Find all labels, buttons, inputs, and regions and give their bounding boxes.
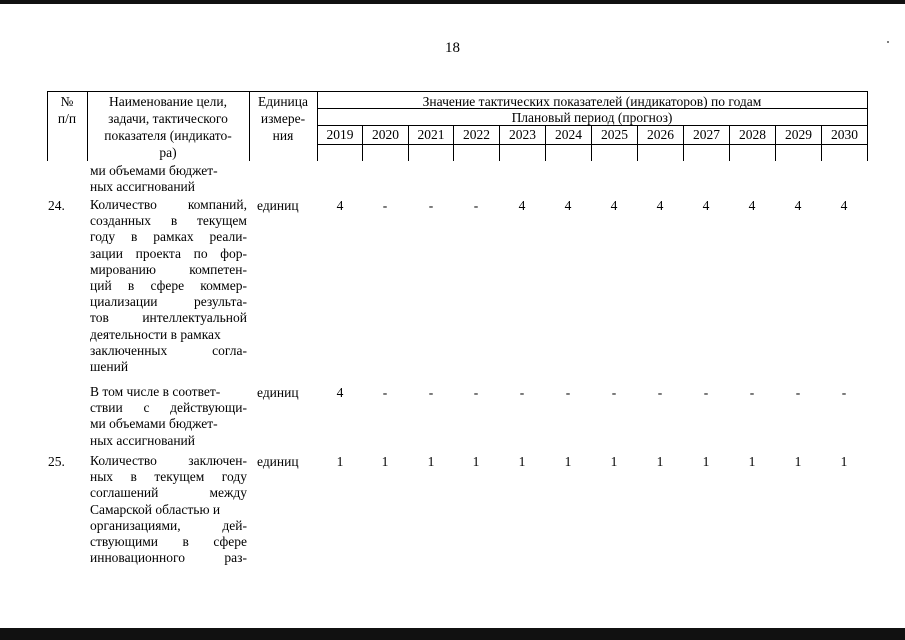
word: дей-: [222, 517, 247, 533]
indicator-name-line: [90, 469, 247, 485]
value-cell: -: [519, 385, 525, 400]
word: раз-: [224, 550, 247, 566]
continuation-text: [90, 163, 247, 195]
word: ных: [90, 469, 114, 485]
word: в: [127, 278, 135, 294]
indicator-name-line: ми объемами бюджет-: [90, 416, 218, 432]
value-cell: -: [473, 385, 479, 400]
word: соглашений: [90, 485, 159, 501]
value-cell: 1: [794, 454, 802, 469]
year-header: 2021: [417, 127, 445, 142]
word: созданных: [90, 213, 151, 229]
word: по: [193, 245, 208, 261]
indicator-name-line: [90, 534, 247, 550]
word: году: [90, 229, 116, 245]
word: сфере: [213, 534, 247, 550]
value-cell: 4: [702, 198, 710, 213]
value-cell: 1: [336, 454, 344, 469]
year-header: 2022: [463, 127, 490, 142]
word: результа-: [193, 294, 247, 310]
indicator-name-line: [90, 518, 247, 534]
year-header: 2024: [555, 127, 582, 142]
value-cell: 1: [702, 454, 710, 469]
value-cell: -: [428, 198, 434, 213]
indicator-name-line: [90, 294, 247, 310]
number-header-label: п/п: [57, 111, 77, 126]
value-cell: 4: [748, 198, 756, 213]
word: Количество: [90, 197, 157, 212]
value-cell: 1: [427, 454, 435, 469]
value-cell: 1: [656, 454, 664, 469]
indicator-name-line: [90, 453, 247, 469]
word: в: [182, 534, 189, 550]
value-cell: -: [611, 385, 617, 400]
value-cell: 4: [794, 198, 802, 213]
unit-cell: единиц: [257, 454, 299, 469]
word: коммер-: [200, 278, 247, 294]
word: интеллектуальной: [142, 310, 247, 326]
value-cell: -: [703, 385, 709, 400]
value-cell: -: [382, 198, 388, 213]
indicator-name: [90, 384, 247, 449]
unit-header-line: измере-: [260, 111, 306, 126]
name-header-line: показателя (индикато-: [104, 128, 232, 143]
plan-period-header: Плановый период (прогноз): [511, 110, 673, 125]
indicator-name-line: [90, 213, 247, 229]
unit-header-line: Единица: [257, 94, 308, 109]
value-cell: 4: [336, 198, 344, 213]
indicator-name-line: [90, 246, 247, 262]
indicator-name-line: [90, 197, 247, 213]
word: ствующими: [90, 534, 159, 550]
value-cell: -: [749, 385, 755, 400]
word: Количество: [90, 453, 157, 468]
indicator-name-line: [90, 343, 247, 359]
row-number: 25.: [48, 454, 65, 469]
word: фор-: [220, 245, 247, 261]
number-header-label: №: [60, 94, 74, 109]
indicator-name-line: [90, 278, 247, 294]
indicator-name-line: Самарской областью и: [90, 501, 221, 517]
indicator-name-line: шений: [90, 359, 129, 375]
value-cell: -: [841, 385, 847, 400]
header-col-line: [867, 91, 868, 161]
value-cell: -: [382, 385, 388, 400]
indicator-name-line: [90, 310, 247, 326]
year-header: 2025: [601, 127, 628, 142]
year-header: 2028: [739, 127, 766, 142]
word: с: [143, 400, 150, 416]
word: в: [131, 229, 138, 245]
year-header: 2026: [647, 127, 674, 142]
word: ствии: [90, 400, 123, 416]
year-header: 2019: [326, 127, 354, 142]
word: циализации: [90, 294, 158, 310]
value-cell: 1: [381, 454, 389, 469]
value-cell: 4: [518, 198, 526, 213]
continuation-line: ных ассигнований: [90, 179, 195, 195]
unit-cell: единиц: [257, 198, 299, 213]
word: между: [209, 485, 247, 501]
value-cell: 1: [564, 454, 572, 469]
word: текущем: [154, 469, 205, 485]
word: в: [130, 469, 137, 485]
indicator-name-line: ных ассигнований: [90, 432, 195, 448]
year-header: 2029: [785, 127, 812, 142]
value-cell: -: [565, 385, 571, 400]
indicator-name-line: В том числе в соответ-: [90, 384, 221, 399]
value-cell: 1: [472, 454, 480, 469]
unit-header-line: ния: [272, 128, 294, 143]
year-header: 2030: [831, 127, 858, 142]
unit-cell: единиц: [257, 385, 299, 400]
word: действующи-: [170, 400, 247, 416]
indicator-name: [90, 453, 247, 566]
name-header-line: Наименование цели,: [108, 94, 228, 109]
word: заключен-: [188, 453, 247, 468]
word: в: [170, 213, 178, 229]
indicator-name-line: [90, 485, 247, 501]
number-header: [48, 93, 86, 127]
word: реали-: [209, 229, 247, 245]
header-top-rule: [47, 91, 867, 92]
word: сфере: [150, 278, 185, 294]
value-cell: 1: [840, 454, 848, 469]
value-cell: 1: [610, 454, 618, 469]
word: году: [221, 469, 247, 485]
indicator-name-line: [90, 229, 247, 245]
word: рамках: [153, 229, 194, 245]
value-cell: -: [473, 198, 479, 213]
year-header: 2023: [509, 127, 536, 142]
value-cell: 1: [518, 454, 526, 469]
year-header: 2020: [372, 127, 399, 142]
value-cell: -: [428, 385, 434, 400]
top-border: [0, 0, 905, 4]
value-cell: -: [795, 385, 801, 400]
indicator-name-line: [90, 550, 247, 566]
value-cell: 4: [564, 198, 572, 213]
word: мированию: [90, 261, 156, 277]
word: текущем: [197, 213, 247, 229]
value-cell: 4: [656, 198, 664, 213]
indicator-name-line: [90, 262, 247, 278]
name-header: [88, 93, 248, 161]
value-cell: 4: [610, 198, 618, 213]
value-cell: 1: [748, 454, 756, 469]
word: тов: [90, 310, 109, 326]
word: ций: [90, 278, 112, 294]
value-cell: -: [657, 385, 663, 400]
value-cell: 4: [840, 198, 848, 213]
header-bottom-rule: [317, 144, 867, 145]
indicator-name-line: деятельности в рамках: [90, 326, 221, 342]
name-header-line: ра): [159, 145, 177, 160]
word: зации: [90, 245, 123, 261]
year-header: 2027: [693, 127, 720, 142]
indicator-name-line: [90, 400, 247, 416]
unit-header: [250, 93, 316, 144]
value-cell: 4: [336, 385, 344, 400]
name-header-line: задачи, тактического: [108, 111, 228, 126]
word: компаний,: [187, 197, 247, 212]
word: инновационного: [90, 550, 185, 566]
continuation-line: ми объемами бюджет-: [90, 163, 218, 178]
word: согла-: [212, 342, 247, 358]
indicator-name: [90, 197, 247, 375]
word: компетен-: [189, 261, 247, 277]
values-header: Значение тактических показателей (индикаторов) по годам: [422, 94, 762, 109]
word: организациями,: [90, 517, 181, 533]
page-number: 18: [445, 40, 460, 56]
word: проекта: [135, 245, 181, 261]
word: заключенных: [90, 342, 168, 358]
bottom-border: [0, 628, 905, 640]
row-number: 24.: [48, 198, 65, 213]
